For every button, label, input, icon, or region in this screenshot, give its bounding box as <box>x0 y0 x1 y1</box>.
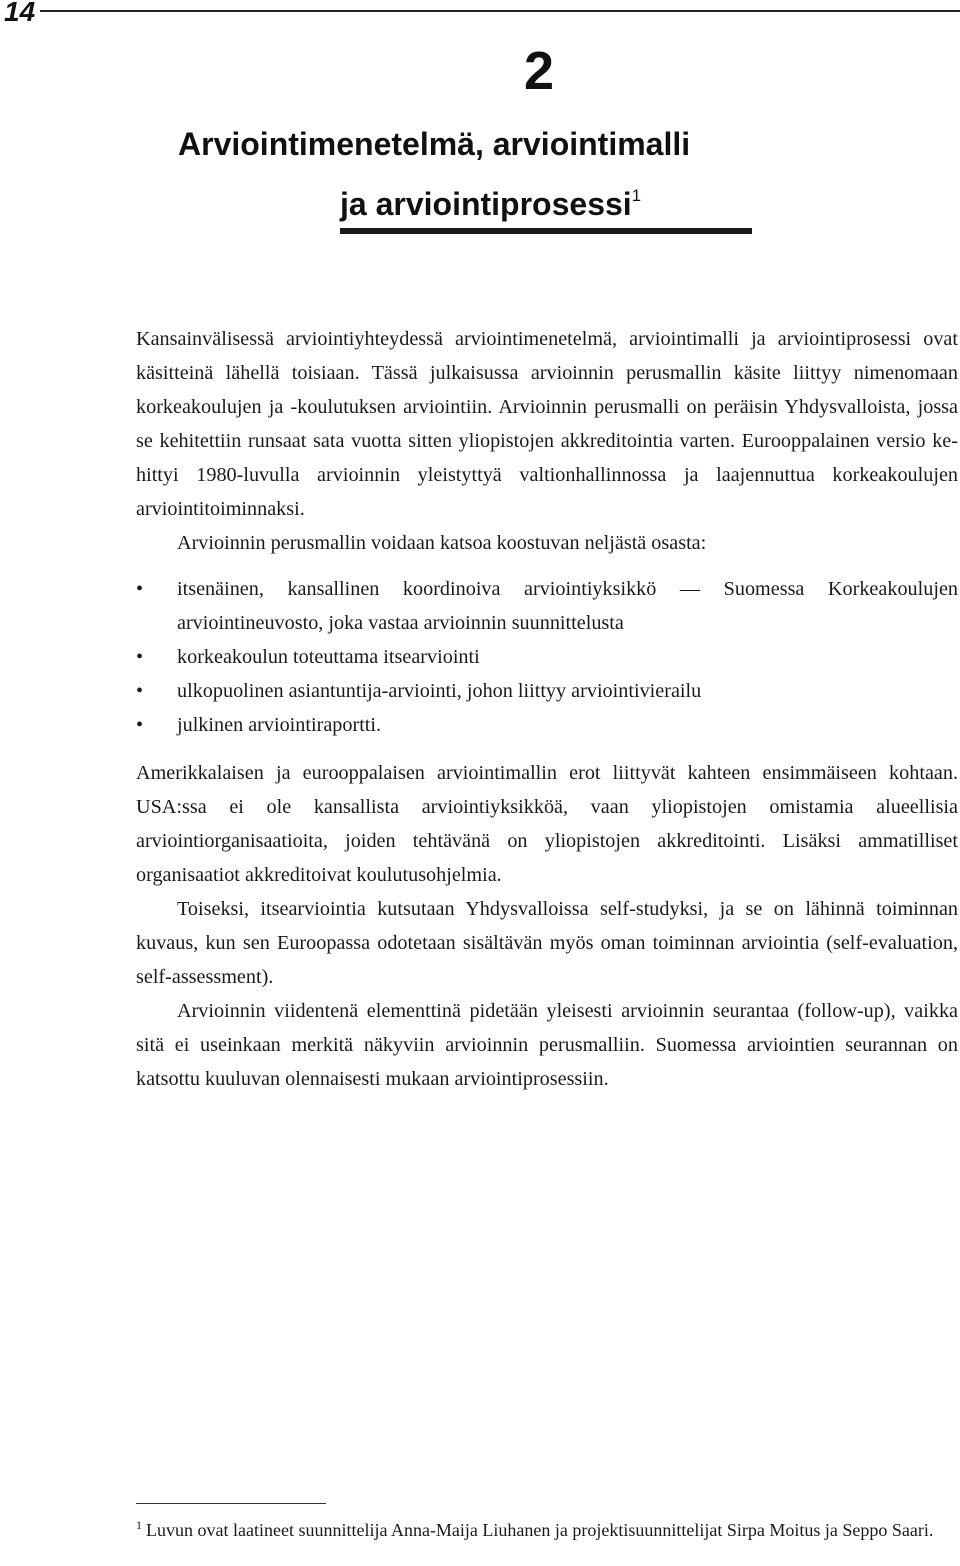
list-item <box>136 572 958 640</box>
list-item <box>136 674 958 708</box>
bullet-icon: • <box>136 646 144 668</box>
title-underline-rule <box>340 228 752 234</box>
bullet-icon: • <box>136 578 144 600</box>
body-text <box>136 322 958 1096</box>
footnote-marker: 1 <box>136 1518 142 1532</box>
paragraph-5: Arvioinnin viidentenä elementtinä pidetään yleisesti arvioinnin seurantaa (follow-up), vaikka sitä ei useinkaan merkitä näkyviin arvioinnin perusmalliin. Suomessa arviointien seurannan on katsottu kuuluvan olennaisesti mukaan arviointiprosessiin. <box>136 1000 958 1090</box>
bullet-list <box>136 572 958 742</box>
list-item-text: julkinen arviointiraportti. <box>177 714 382 736</box>
list-item <box>136 708 958 742</box>
bullet-icon: • <box>136 714 144 736</box>
chapter-number: 2 <box>524 41 555 101</box>
chapter-title-line1: Arviointimenetelmä, arviointimalli <box>178 126 691 162</box>
footnote-text: Luvun ovat laatineet suunnittelija Anna-Maija Liuhanen ja projektisuunnittelijat Sirpa Moitus ja Seppo Saari. <box>146 1520 934 1540</box>
footnote <box>136 1512 958 1544</box>
title-footnote-marker[interactable]: 1 <box>631 186 642 205</box>
chapter-title-line2-wrap <box>178 170 938 230</box>
footnote-rule <box>136 1503 326 1504</box>
header-rule <box>40 10 960 12</box>
chapter-title-line2: ja arviointiprosessi <box>340 186 632 222</box>
bullet-icon: • <box>136 680 144 702</box>
chapter-title <box>178 118 938 230</box>
list-item-text: ulkopuolinen asiantuntija-arviointi, johon liittyy arviointivierailu <box>177 680 702 702</box>
paragraph-1: Kansainvälisessä arviointiyhteydessä arviointimenetelmä, arviointimalli ja arviointiprosessi ovat käsitteinä lähellä toisiaan. Tässä julkaisussa arvioinnin perusmallin käsite liittyy nimenomaan korkeakoulujen ja -koulutuksen arviointiin. Arvioinnin perusmalli on peräisin Yhdysvalloista, jossa se kehitettiin runsaat sata vuotta sitten yliopistojen akkreditointia varten. Eurooppalainen versio kehittyi 1980-luvulla arvioinnin yleistyttyä valtionhallinnossa ja laajennuttua korkeakoulujen arviointitoiminnaksi. <box>136 328 958 520</box>
paragraph-4: Toiseksi, itsearviointia kutsutaan Yhdysvalloissa self-studyksi, ja se on lähinnä toiminnan kuvaus, kun sen Euroopassa odotetaan sisältävän myös oman toiminnan arviointia (self-evaluation, self-assessment). <box>136 898 958 988</box>
list-item <box>136 640 958 674</box>
paragraph-2: Arvioinnin perusmallin voidaan katsoa koostuvan neljästä osasta: <box>177 532 707 554</box>
paragraph-3: Amerikkalaisen ja eurooppalaisen arviointimallin erot liittyvät kahteen ensimmäiseen kohtaan. USA:ssa ei ole kansallista arviointiyksikköä, vaan yliopistojen omistamia alueellisia arviointiorganisaatioita, joiden tehtävänä on yliopistojen akkreditointi. Lisäksi ammatilliset organisaatiot akkreditoivat koulutusohjelmia. <box>136 762 958 886</box>
page-number: 14 <box>4 0 36 27</box>
list-item-text: itsenäinen, kansallinen koordinoiva arviointiyksikkö — Suomessa Korkeakoulujen arviointineuvosto, joka vastaa arvioinnin suunnittelusta <box>177 578 958 634</box>
list-item-text: korkeakoulun toteuttama itsearviointi <box>177 646 480 668</box>
